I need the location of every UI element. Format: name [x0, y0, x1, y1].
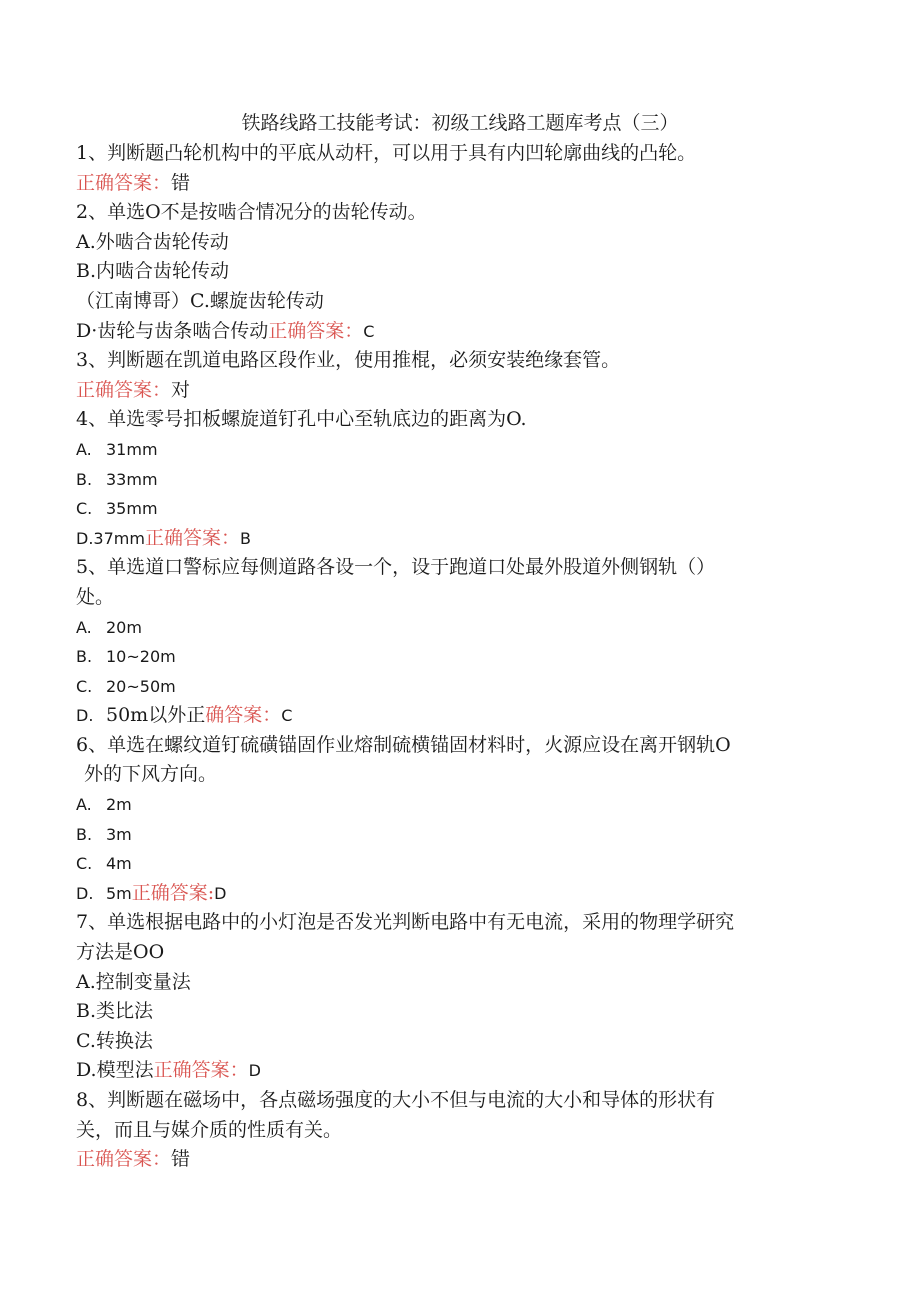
question-text: 单选O不是按啮合情况分的齿轮传动。 — [107, 201, 427, 224]
option-c: C.转换法 — [76, 1029, 153, 1052]
answer-label: 正确答案: — [131, 881, 215, 904]
option-letter: A. — [76, 617, 92, 637]
option-text: 33mm — [106, 469, 158, 489]
question-text: 单选在螺纹道钉硫磺锚固作业熔制硫横锚固材料时，火源应设在离开钢轨O — [107, 733, 731, 756]
option-letter: D. — [76, 706, 94, 726]
option-letter: C. — [76, 854, 93, 874]
option-d-with-answer — [76, 317, 836, 347]
option-a: A.外啮合齿轮传动 — [76, 230, 229, 253]
answer-label: 正确答案： — [76, 378, 172, 401]
option-letter: C. — [76, 499, 93, 519]
question-text: 判断题在凯道电路区段作业，使用推棍，必须安装绝缘套管。 — [107, 349, 621, 372]
answer-label: 确答案： — [205, 704, 282, 727]
question-text-continued: 方法是OO — [76, 941, 165, 964]
answer-value: 错 — [171, 171, 191, 194]
answer-value: B — [239, 528, 251, 548]
option-d: D.模型法 — [76, 1059, 154, 1082]
option-d: D·齿轮与齿条啮合传动 — [76, 319, 269, 342]
option-c — [76, 672, 836, 702]
question-8 — [76, 1086, 836, 1116]
option-text: 10~20m — [106, 647, 176, 667]
question-text: 判断题凸轮机构中的平底从动杆，可以用于具有内凹轮廓曲线的凸轮。 — [107, 142, 697, 164]
question-7 — [76, 908, 836, 938]
question-list — [76, 139, 836, 1175]
option-d-with-answer — [76, 879, 836, 909]
option-c — [76, 849, 836, 879]
question-text-continued: 外的下风方向。 — [84, 763, 218, 786]
option-letter: C. — [76, 676, 93, 696]
option-b — [76, 642, 836, 672]
option-letter: D. — [76, 883, 94, 903]
question-2 — [76, 198, 836, 228]
answer-value: 错 — [171, 1148, 191, 1171]
option-letter: B. — [76, 647, 93, 667]
question-5 — [76, 553, 836, 583]
answer-label: 正确答案： — [268, 319, 364, 342]
option-b — [76, 465, 836, 495]
option-a: A.控制变量法 — [76, 970, 191, 993]
answer-value: D — [214, 883, 227, 903]
option-text: 20m — [106, 617, 142, 637]
option-text: 2m — [106, 795, 132, 815]
option-d: D.37mm — [76, 528, 145, 548]
option-text: 50m以外正 — [106, 704, 206, 727]
answer-label: 正确答案： — [153, 1059, 249, 1082]
option-text: 20~50m — [106, 676, 176, 696]
answer-value: 对 — [171, 378, 191, 401]
question-number: 2、 — [76, 201, 108, 224]
option-letter: B. — [76, 469, 93, 489]
question-number: 4、 — [76, 408, 108, 431]
question-text: 单选道口警标应每侧道路各设一个，设于跑道口处最外股道外侧钢轨（） — [107, 556, 716, 579]
question-4 — [76, 405, 836, 435]
option-text: 31mm — [106, 439, 158, 459]
option-a — [76, 435, 836, 465]
answer-value: C — [281, 706, 293, 726]
option-text: 4m — [106, 854, 132, 874]
answer-label: 正确答案： — [144, 526, 240, 549]
answer-label: 正确答案： — [76, 1148, 172, 1171]
question-text-continued: 关，而且与媒介质的性质有关。 — [76, 1118, 343, 1141]
answer-line — [76, 1145, 836, 1175]
answer-value: C — [363, 321, 375, 341]
option-b: B.内啮合齿轮传动 — [76, 260, 230, 283]
option-text: 5m — [106, 883, 132, 903]
option-a — [76, 790, 836, 820]
question-number: 8、 — [76, 1089, 108, 1111]
option-text: 35mm — [106, 499, 158, 519]
question-3 — [76, 346, 836, 376]
document-title: 铁路线路工技能考试：初级工线路工题库考点（三） — [241, 112, 679, 134]
question-number: 3、 — [76, 349, 108, 372]
question-1 — [76, 139, 836, 169]
question-text: 单选零号扣板螺旋道钉孔中心至轨底边的距离为O. — [107, 408, 527, 431]
question-number: 1、 — [76, 142, 108, 164]
option-d-with-answer — [76, 1056, 836, 1086]
question-text: 判断题在磁场中，各点磁场强度的大小不但与电流的大小和导体的形状有 — [107, 1089, 716, 1111]
question-6 — [76, 731, 836, 761]
question-number: 7、 — [76, 911, 108, 934]
option-a — [76, 613, 836, 643]
option-c — [76, 494, 836, 524]
question-number: 6、 — [76, 733, 108, 756]
question-text-continued: 处。 — [76, 585, 115, 608]
option-b: B.类比法 — [76, 1000, 154, 1023]
answer-label: 正确答案： — [76, 171, 172, 194]
answer-value: D — [248, 1061, 261, 1081]
question-text: 单选根据电路中的小灯泡是否发光判断电路中有无电流，采用的物理学研究 — [107, 911, 735, 934]
option-letter: A. — [76, 795, 92, 815]
option-c: （江南博哥）C.螺旋齿轮传动 — [76, 289, 324, 312]
option-letter: A. — [76, 439, 92, 459]
option-d-with-answer — [76, 524, 836, 554]
answer-line — [76, 376, 836, 406]
option-text: 3m — [106, 824, 132, 844]
option-d-with-answer — [76, 701, 836, 731]
option-letter: B. — [76, 824, 93, 844]
answer-line — [76, 169, 836, 199]
option-b — [76, 820, 836, 850]
question-number: 5、 — [76, 556, 108, 579]
